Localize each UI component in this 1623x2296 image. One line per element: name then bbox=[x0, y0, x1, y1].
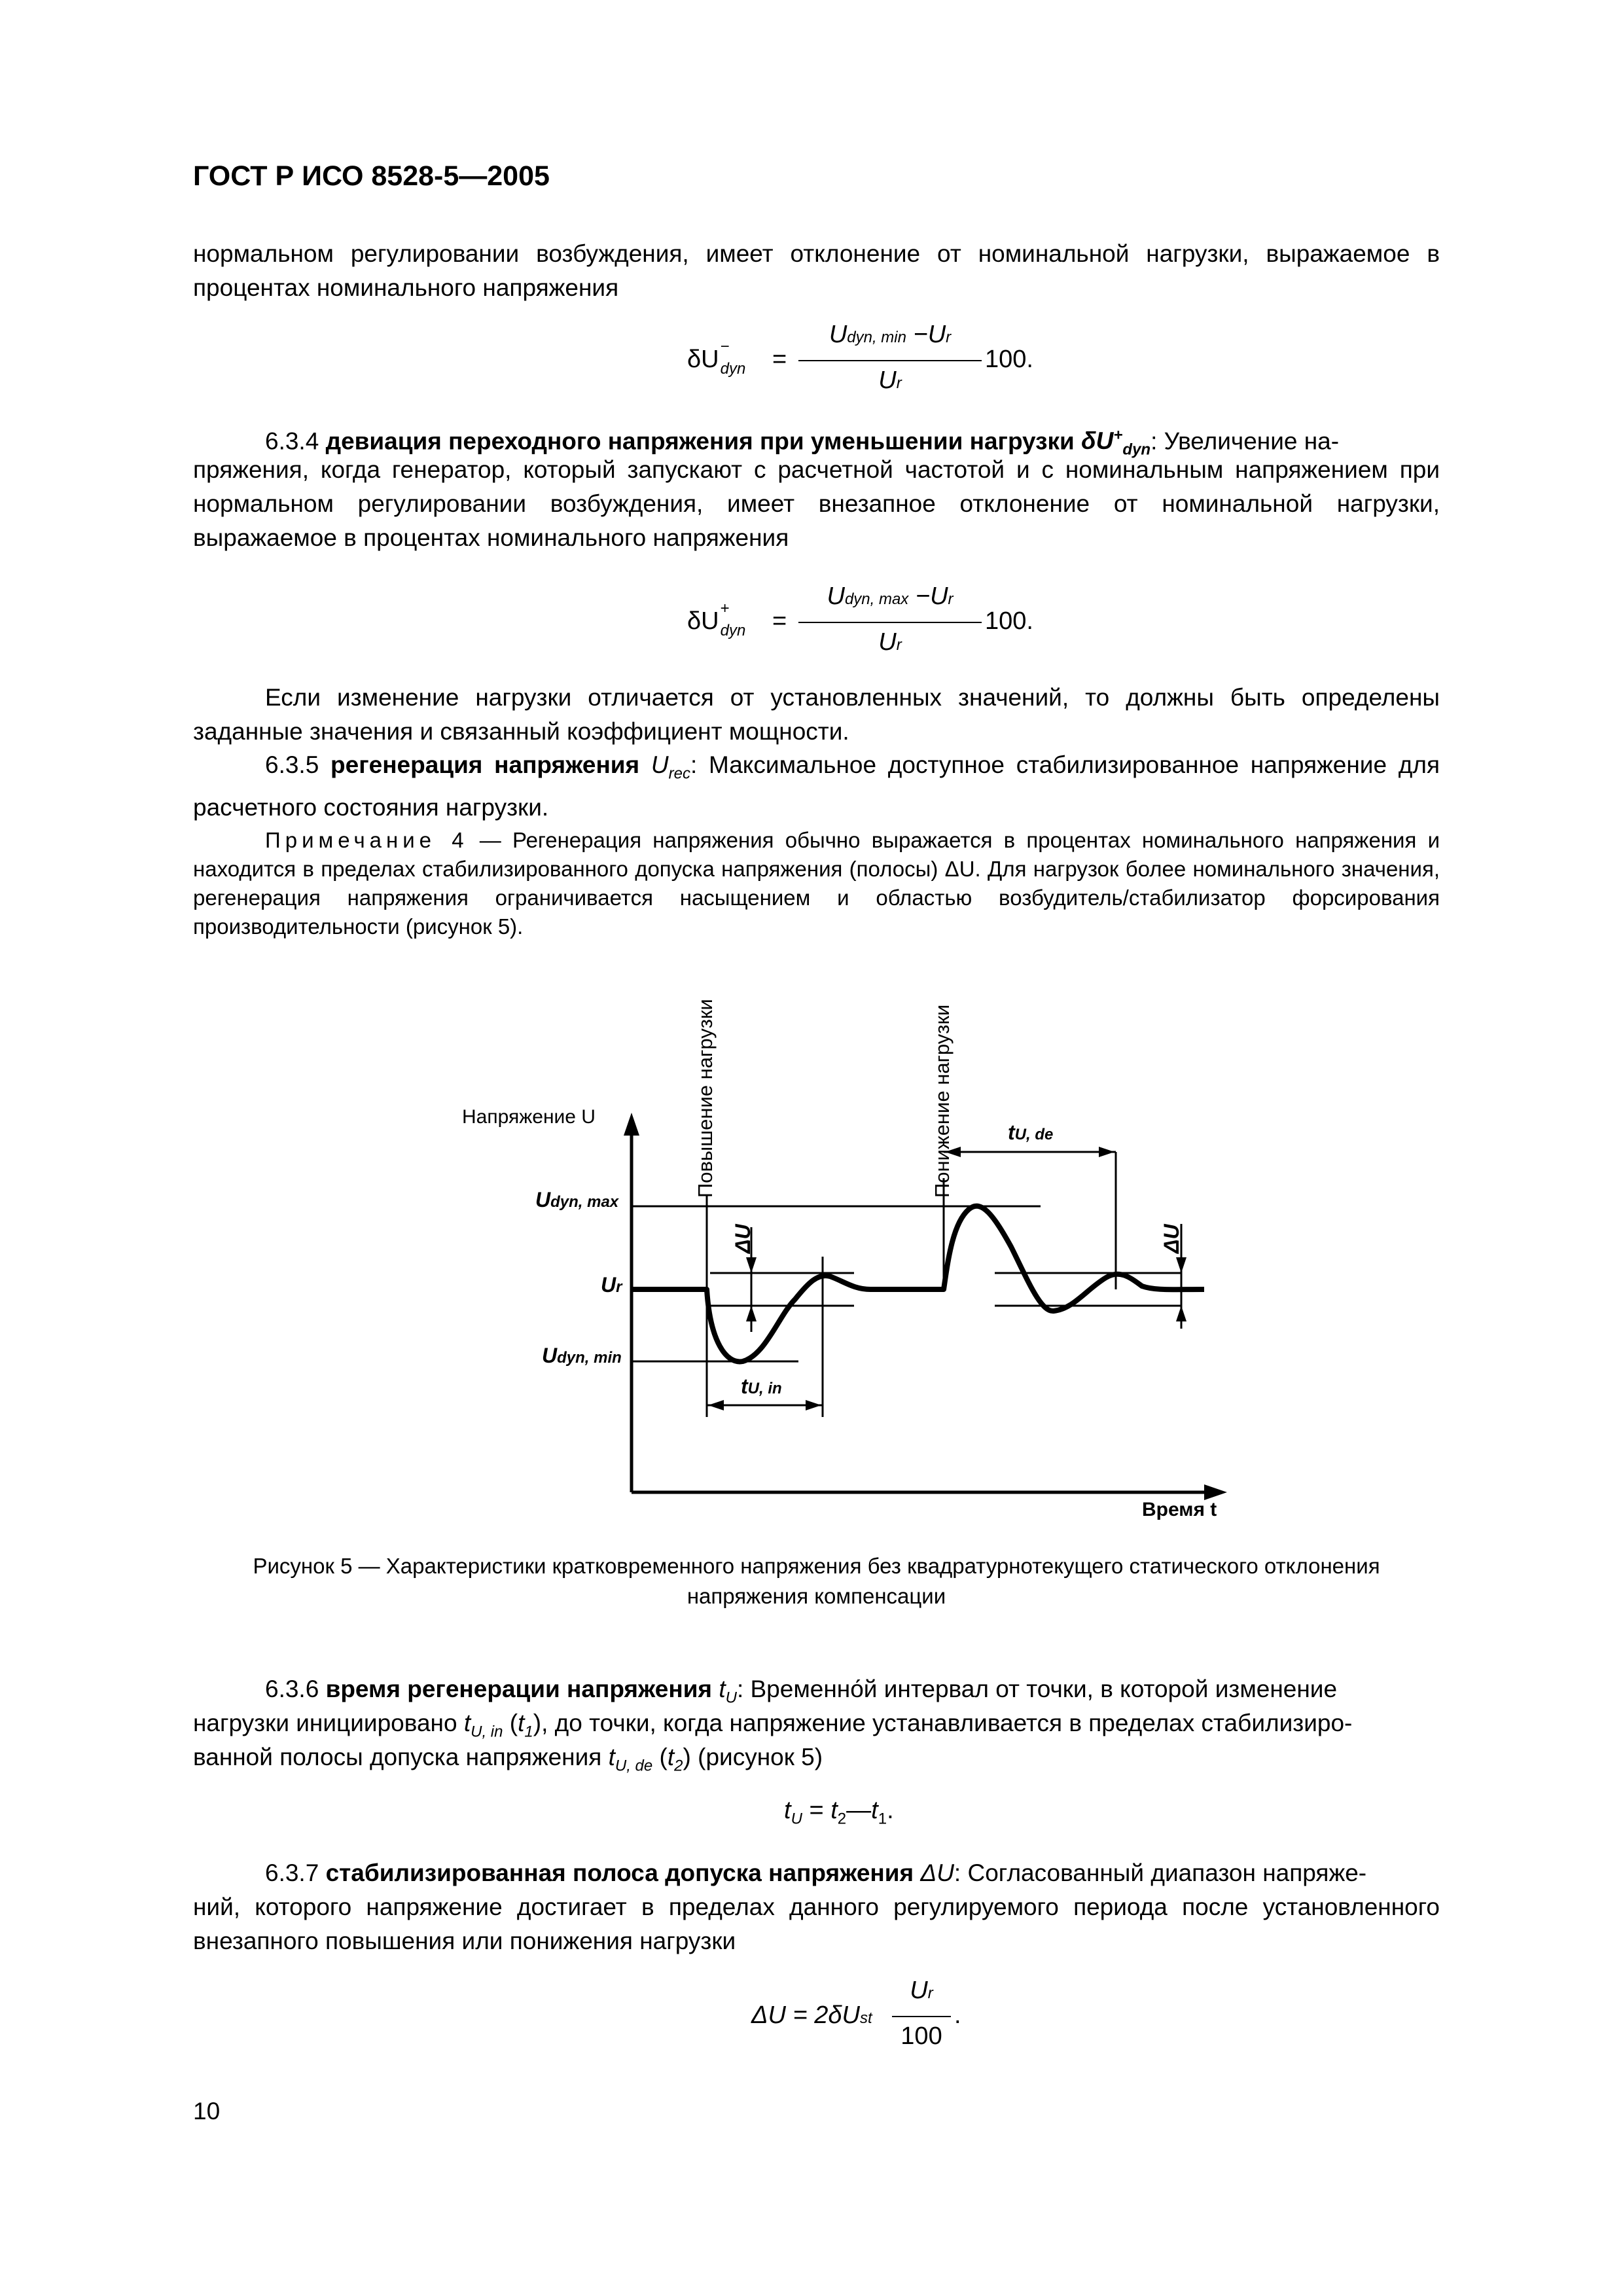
section-6-3-6-line2: нагрузки инициировано $t_{U, in}$ $(t_1)$, до точки, когда напряжение устанавливается в пределах стабилизиро- bbox=[193, 1710, 1353, 1741]
voltage-curve bbox=[632, 1206, 1204, 1362]
formula-delta-u: ΔU = 2δUst Ur 100 . bbox=[751, 1977, 961, 2050]
x-axis-arrow bbox=[1204, 1484, 1227, 1500]
section-6-3-7-text: ний, которого напряжение достигает в пределах данного регулируемого периода после установленного внезапного повышения или понижения нагрузки bbox=[193, 1893, 1440, 1954]
y-axis-arrow bbox=[624, 1113, 639, 1136]
y-axis-label: Напряжение U bbox=[462, 1106, 596, 1128]
note-4: Примечание 4 — Регенерация напряжения обычно выражается в процентах номинального напряжения и находится в пределах стабилизированного допуска напряжения (полосы) ΔU. Для нагрузок более номинального значения, регенерация напряжения ограничивается насыщением и областью возбудитель/стабилизатор форсирования производительности (рисунок 5). bbox=[193, 828, 1440, 939]
formula-udyn-plus: δU + dyn = Udyn, max −Ur Ur 100. bbox=[687, 583, 1033, 656]
x-axis-label: Время t bbox=[1142, 1499, 1217, 1520]
section-6-3-4-text: пряжения, когда генератор, который запускают с расчетной частотой и с номинальным напряжением при нормальном регулировании возбуждения, имеет внезапное отклонение от номинальной нагрузки, выражаемое в процентах номинального напряжения bbox=[193, 456, 1440, 551]
section-6-3-5: 6.3.5 регенерация напряжения $U_{rec}$: Максимальное доступное стабилизированное напряжение для расчетного состояния нагрузки. bbox=[193, 751, 1440, 821]
delta-u-label-right: ΔU bbox=[1160, 1224, 1183, 1253]
intro-paragraph: нормальном регулировании возбуждения, имеет отклонение от номинальной нагрузки, выражаемое в процентах номинального напряжения bbox=[193, 240, 1440, 301]
section-6-3-4: 6.3.4 девиация переходного напряжения при уменьшении нагрузки $\delta U^+_{dyn}$: Увеличение на- bbox=[265, 427, 1340, 459]
section-6-3-6: 6.3.6 время регенерации напряжения $t_U$: Временно́й интервал от точки, в которой изменение bbox=[265, 1676, 1338, 1707]
page-number: 10 bbox=[193, 2098, 221, 2125]
formula-tu: $t_U$ = $t_2—t_1$. bbox=[784, 1797, 894, 1828]
section-6-3-7: 6.3.7 стабилизированная полоса допуска напряжения ΔU: Согласованный диапазон напряже- bbox=[265, 1859, 1367, 1886]
section-6-3-6-line3: ванной полосы допуска напряжения $t_{U, de}$ $(t_2)$ (рисунок 5) bbox=[193, 1744, 823, 1775]
delta-u-label-left: ΔU bbox=[731, 1224, 755, 1253]
tu-de-label: tU, de bbox=[1008, 1121, 1054, 1144]
udyn-max-label: Udyn, max bbox=[535, 1188, 619, 1211]
tu-in-label: tU, in bbox=[741, 1374, 782, 1398]
load-change-paragraph: Если изменение нагрузки отличается от установленных значений, то должны быть определены заданные значения и связанный коэффициент мощности. bbox=[193, 684, 1440, 745]
udyn-min-label: Udyn, min bbox=[542, 1344, 622, 1367]
load-increase-label: Повышение нагрузки bbox=[694, 999, 717, 1198]
figure-caption: Рисунок 5 — Характеристики кратковременного напряжения без квадратурнотекущего статического отклонения напряжения компенсации bbox=[253, 1554, 1380, 1608]
load-decrease-label: Понижение нагрузки bbox=[931, 1004, 954, 1198]
document-header: ГОСТ Р ИСО 8528-5—2005 bbox=[193, 160, 550, 192]
ur-label: Ur bbox=[601, 1273, 622, 1297]
axes bbox=[632, 1129, 1211, 1492]
formula-udyn-minus: δU − dyn = Udyn, min −Ur Ur 100. bbox=[687, 321, 1033, 394]
